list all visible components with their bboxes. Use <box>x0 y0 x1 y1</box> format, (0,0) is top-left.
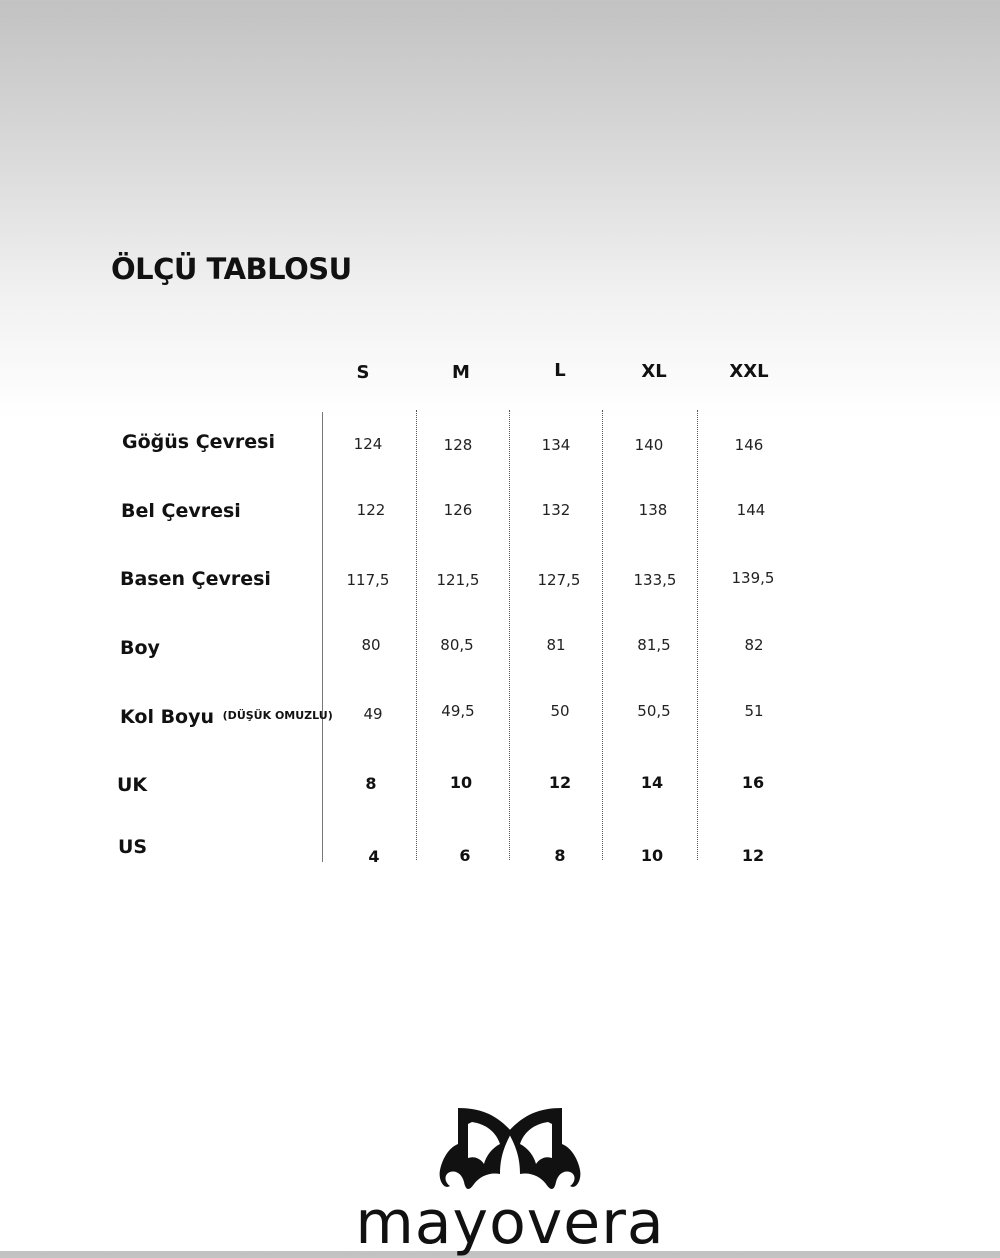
size-header-s: S <box>356 362 370 383</box>
table-cell: 82 <box>744 636 764 654</box>
table-cell: 134 <box>541 436 571 454</box>
column-divider <box>509 410 510 860</box>
table-cell: 144 <box>736 501 766 519</box>
table-cell: 50 <box>550 702 570 720</box>
size-header-l: L <box>554 360 566 381</box>
table-cell: 132 <box>541 501 571 519</box>
table-cell: 127,5 <box>537 571 581 589</box>
table-cell: 16 <box>741 773 765 792</box>
table-cell: 80 <box>361 636 381 654</box>
table-cell: 50,5 <box>637 702 671 720</box>
size-header-xxl: XXL <box>729 361 769 382</box>
table-cell: 146 <box>734 436 764 454</box>
row-label-uk: UK <box>117 774 148 796</box>
table-cell: 12 <box>741 846 765 865</box>
table-cell: 51 <box>744 702 764 720</box>
table-cell: 138 <box>638 501 668 519</box>
table-cell: 81,5 <box>637 636 671 654</box>
table-cell: 14 <box>640 773 664 792</box>
brand-name: mayovera <box>355 1188 665 1258</box>
table-cell: 121,5 <box>436 571 480 589</box>
table-cell: 140 <box>634 436 664 454</box>
table-cell: 133,5 <box>633 571 677 589</box>
table-cell: 81 <box>546 636 566 654</box>
table-cell: 128 <box>443 436 473 454</box>
table-cell: 10 <box>640 846 664 865</box>
column-divider <box>602 410 603 860</box>
row-label-hip: Basen Çevresi <box>120 568 271 590</box>
column-divider <box>697 410 698 860</box>
table-cell: 49 <box>363 705 383 723</box>
row-label-waist: Bel Çevresi <box>121 500 241 522</box>
size-header-xl: XL <box>641 361 667 382</box>
table-cell: 6 <box>459 846 471 865</box>
table-cell: 49,5 <box>441 702 475 720</box>
row-label-sleeve <box>120 706 333 728</box>
table-cell: 8 <box>365 774 377 793</box>
table-cell: 122 <box>356 501 386 519</box>
table-cell: 124 <box>353 435 383 453</box>
table-cell: 80,5 <box>440 636 474 654</box>
column-divider <box>322 412 323 862</box>
row-label-chest: Göğüs Çevresi <box>122 431 275 453</box>
row-label-sleeve-text: Kol Boyu <box>120 706 215 728</box>
table-cell: 117,5 <box>346 571 390 589</box>
row-label-length: Boy <box>120 637 160 659</box>
row-label-us: US <box>118 836 148 858</box>
table-cell: 126 <box>443 501 473 519</box>
table-cell: 139,5 <box>731 569 775 587</box>
table-cell: 8 <box>554 846 566 865</box>
column-divider <box>416 410 417 860</box>
page-title: ÖLÇÜ TABLOSU <box>111 252 352 286</box>
size-header-m: M <box>452 362 470 383</box>
table-cell: 4 <box>368 847 380 866</box>
table-cell: 12 <box>548 773 572 792</box>
row-label-sleeve-note: (DÜŞÜK OMUZLU) <box>222 709 333 722</box>
table-cell: 10 <box>449 773 473 792</box>
